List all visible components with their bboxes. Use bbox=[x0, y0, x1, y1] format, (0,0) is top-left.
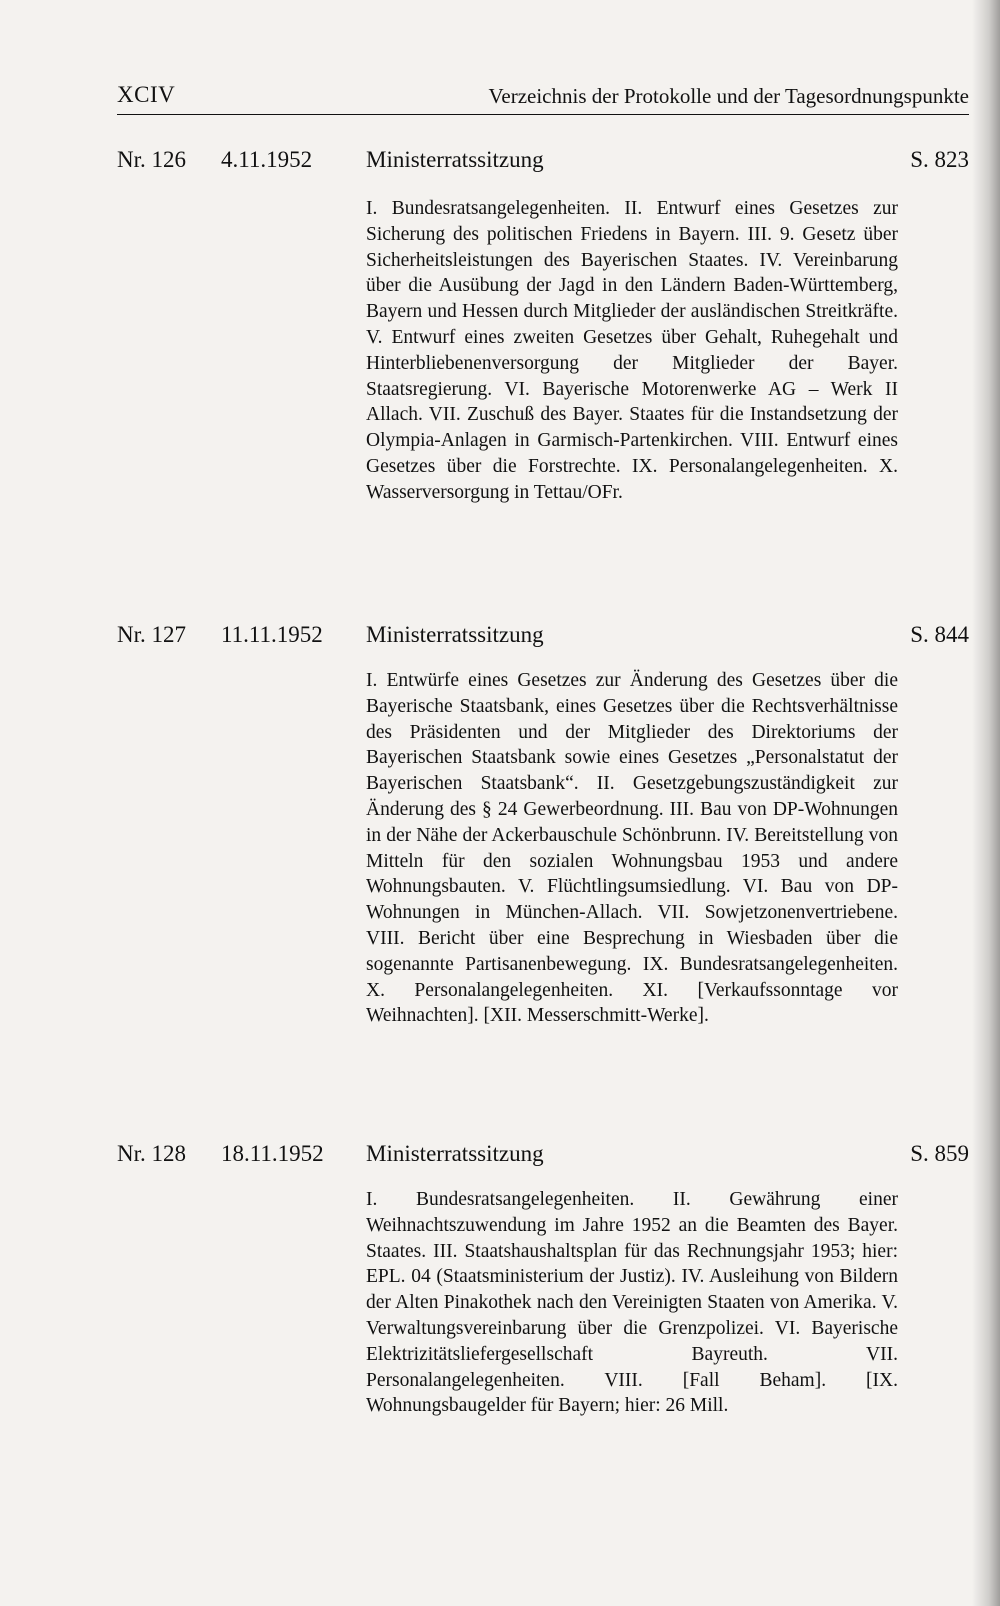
entry-number: Nr. 128 bbox=[117, 1141, 186, 1166]
page-edge-shadow bbox=[972, 0, 1000, 1606]
entry-page-ref: S. 844 bbox=[910, 622, 969, 647]
entry-date: 4.11.1952 bbox=[221, 147, 313, 172]
protocol-entry bbox=[117, 1141, 969, 1419]
entry-page-ref: S. 859 bbox=[910, 1141, 969, 1166]
running-head bbox=[117, 82, 969, 118]
entry-agenda-text: I. Bundesratsangelegenheiten. II. Gewährung einer Weihnachtszuwendung im Jahre 1952 an die Beamten des Bayer. Staates. III. Staatshaushaltsplan für das Rechnungsjahr 1953; hier: EPL. 04 (Staatsministerium der Justiz). IV. Ausleihung von Bildern der Alten Pinakothek nach den Vereinigten Staaten von Amerika. V. Verwaltungsvereinbarung über die Grenzpolizei. VI. Bayerische Elektrizitätsliefergesellschaft Bayreuth. VII. Personalangelegenheiten. VIII. [Fall Beham]. [IX. Wohnungsbaugelder für Bayern; hier: 26 Mill. bbox=[366, 1189, 898, 1417]
entry-agenda-text: I. Bundesratsangelegenheiten. II. Entwurf eines Gesetzes zur Sicherung des politischen Friedens in Bayern. III. 9. Gesetz über Sicherheitsleistungen des Bayerischen Staates. IV. Vereinbarung über die Ausübung der Jagd in den Ländern Baden-Württemberg, Bayern und Hessen durch Mitglieder der ausländischen Streitkräfte. V. Entwurf eines zweiten Gesetzes über Gehalt, Ruhegehalt und Hinterbliebenenversorgung der Mitglieder der Bayer. Staatsregierung. VI. Bayerische Motorenwerke AG – Werk II Allach. VII. Zuschuß des Bayer. Staates für die Instandsetzung der Olympia-Anlagen in Garmisch-Partenkirchen. VIII. Entwurf eines Gesetzes über die Forstrechte. IX. Personalangelegenheiten. X. Wasserversorgung in Tettau/OFr. bbox=[366, 198, 898, 503]
protocol-entry bbox=[117, 622, 969, 1029]
entry-date: 11.11.1952 bbox=[221, 622, 323, 647]
entry-page-ref: S. 823 bbox=[910, 147, 969, 172]
entry-agenda-text: I. Entwürfe eines Gesetzes zur Änderung des Gesetzes über die Bayerische Staatsbank, eines Gesetzes über die Rechtsverhältnisse des Präsidenten und der Mitglieder des Direktoriums der Bayerischen Staatsbank sowie eines Gesetzes „Personalstatut der Bayerischen Staatsbank“. II. Gesetzgebungszuständigkeit zur Änderung des § 24 Gewerbeordnung. III. Bau von DP-Wohnungen in der Nähe der Ackerbauschule Schönbrunn. IV. Bereitstellung von Mitteln für den sozialen Wohnungsbau 1953 und andere Wohnungsbauten. V. Flüchtlingsumsiedlung. VI. Bau von DP-Wohnungen in München-Allach. VII. Sowjetzonenvertriebene. VIII. Bericht über eine Besprechung in Wiesbaden über die sogenannte Partisanenbewegung. IX. Bundesratsangelegenheiten. X. Personalangelegenheiten. XI. [Verkaufssonntage vor Weihnachten]. [XII. Messerschmitt-Werke]. bbox=[366, 670, 898, 1027]
entry-title: Ministerratssitzung bbox=[366, 622, 544, 647]
entry-number: Nr. 127 bbox=[117, 622, 186, 647]
entry-header bbox=[117, 147, 969, 181]
entry-header bbox=[117, 1141, 969, 1175]
entry-number: Nr. 126 bbox=[117, 147, 186, 172]
entry-title: Ministerratssitzung bbox=[366, 1141, 544, 1166]
protocol-entry bbox=[117, 147, 969, 506]
page-folio: XCIV bbox=[117, 82, 176, 107]
entry-header bbox=[117, 622, 969, 656]
header-rule bbox=[117, 114, 969, 115]
running-head-title: Verzeichnis der Protokolle und der Tagesordnungspunkte bbox=[488, 84, 969, 108]
entry-title: Ministerratssitzung bbox=[366, 147, 544, 172]
entry-date: 18.11.1952 bbox=[221, 1141, 324, 1166]
